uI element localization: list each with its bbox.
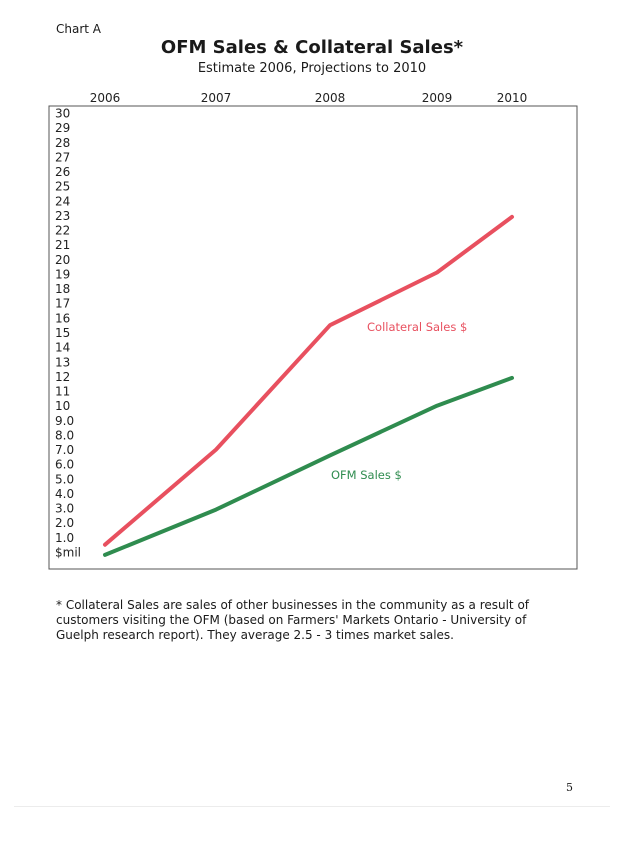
y-tick-label: 16 <box>55 311 71 326</box>
y-tick-label: $mil <box>55 545 81 560</box>
y-tick-label: 20 <box>55 252 71 267</box>
y-axis-ticks <box>55 107 81 560</box>
y-tick-label: 6.0 <box>55 457 75 472</box>
plot-frame <box>49 106 577 569</box>
y-tick-label: 21 <box>55 238 71 253</box>
y-tick-label: 3.0 <box>55 501 75 516</box>
y-tick-label: 5.0 <box>55 472 75 487</box>
footnote: * Collateral Sales are sales of other businesses in the community as a result of customers visiting the OFM (based on Farmers' Markets Ontario - University of Guelph research report). They average 2.5 - 3 times market sales. <box>56 598 530 642</box>
y-tick-label: 23 <box>55 208 71 223</box>
series-line <box>105 378 512 555</box>
y-tick-label: 27 <box>55 150 71 165</box>
y-tick-label: 8.0 <box>55 428 75 443</box>
y-tick-label: 11 <box>55 384 71 399</box>
y-tick-label: 12 <box>55 369 71 384</box>
x-tick-label: 2010 <box>496 91 528 105</box>
y-tick-label: 30 <box>55 106 71 121</box>
y-tick-label: 13 <box>55 355 71 370</box>
series-line <box>105 217 512 545</box>
x-tick-label: 2007 <box>200 91 232 105</box>
series-lines <box>105 217 512 555</box>
y-tick-label: 17 <box>55 296 71 311</box>
chart-subtitle: Estimate 2006, Projections to 2010 <box>197 61 427 76</box>
x-tick-label: 2009 <box>421 91 453 105</box>
y-tick-label: 26 <box>55 165 71 180</box>
x-tick-label: 2008 <box>314 91 346 105</box>
chart-label: Chart A <box>56 22 101 36</box>
x-axis-ticks <box>90 91 528 105</box>
page-divider <box>14 806 610 807</box>
y-tick-label: 29 <box>55 121 71 136</box>
y-tick-label: 25 <box>55 179 71 194</box>
y-tick-label: 18 <box>55 282 71 297</box>
y-tick-label: 1.0 <box>55 530 75 545</box>
y-tick-label: 24 <box>55 194 71 209</box>
y-tick-label: 10 <box>55 399 71 414</box>
y-tick-label: 15 <box>55 326 71 340</box>
y-tick-label: 14 <box>55 340 71 355</box>
chart-title: OFM Sales & Collateral Sales* <box>160 37 464 58</box>
y-tick-label: 9.0 <box>55 413 75 428</box>
series-label: OFM Sales $ <box>331 468 402 482</box>
y-tick-label: 28 <box>55 135 71 150</box>
series-label: Collateral Sales $ <box>367 320 468 334</box>
y-tick-label: 7.0 <box>55 443 75 458</box>
y-tick-label: 19 <box>55 267 71 282</box>
x-tick-label: 2006 <box>89 91 121 105</box>
y-tick-label: 22 <box>55 223 71 238</box>
y-tick-label: 2.0 <box>55 516 75 531</box>
y-tick-label: 4.0 <box>55 486 75 501</box>
page-number: 5 <box>566 781 573 794</box>
